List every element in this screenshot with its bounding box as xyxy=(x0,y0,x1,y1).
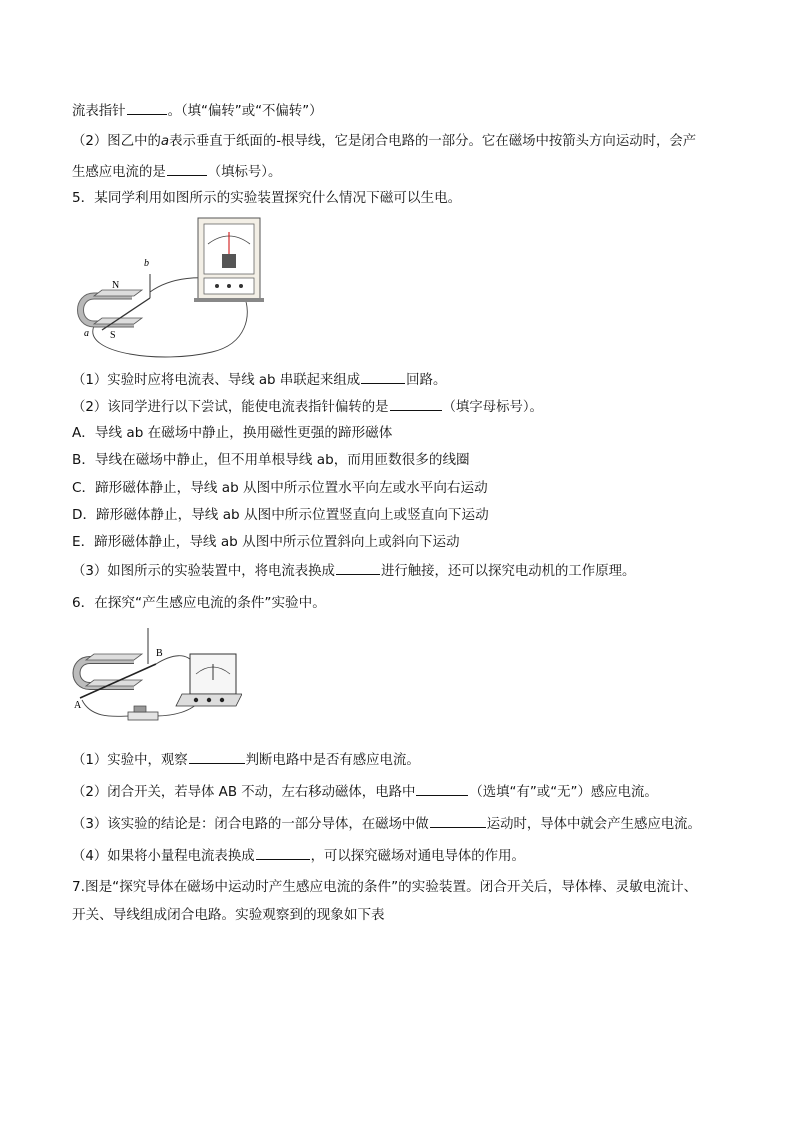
answer-blank[interactable] xyxy=(256,846,310,860)
question-6-stem: 6．在探究“产生感应电流的条件”实验中。 xyxy=(72,595,326,611)
option-c: C．蹄形磁体静止，导线 ab 从图中所示位置水平向左或水平向右运动 xyxy=(72,480,488,496)
option-d: D．蹄形磁体静止，导线 ab 从图中所示位置竖直向上或竖直向下运动 xyxy=(72,507,489,523)
q5-part-1: （1）实验时应将电流表、导线 ab 串联起来组成 回路。 xyxy=(72,370,446,390)
question-5-stem: 5．某同学利用如图所示的实验装置探究什么情况下磁可以生电。 xyxy=(72,190,462,206)
q6-part-4: （4）如果将小量程电流表换成 ，可以探究磁场对通电导体的作用。 xyxy=(72,846,525,866)
q6-part-1: （1）实验中，观察 判断电路中是否有感应电流。 xyxy=(72,750,420,770)
line-3: 生感应电流的是 （填标号）。 xyxy=(72,162,281,182)
answer-blank[interactable] xyxy=(127,101,167,115)
label-A: A xyxy=(74,700,82,711)
answer-blank[interactable] xyxy=(361,370,405,384)
answer-blank[interactable] xyxy=(390,397,442,411)
figure-induction-setup xyxy=(72,624,242,734)
label-b: b xyxy=(144,258,149,269)
answer-blank[interactable] xyxy=(430,814,486,828)
q5-part-2: （2）该同学进行以下尝试，能使电流表指针偏转的是 （填字母标号）。 xyxy=(72,397,543,417)
q6-part-3: （3）该实验的结论是：闭合电路的一部分导体，在磁场中做 运动时，导体中就会产生感应电流。 xyxy=(72,814,701,834)
ammeter-icon xyxy=(176,654,242,706)
q6-part-2: （2）闭合开关，若导体 AB 不动，左右移动磁体，电路中 （选填“有”或“无”）感应电流。 xyxy=(72,782,658,802)
galvanometer-icon xyxy=(194,218,264,302)
label-a: a xyxy=(84,328,89,339)
label-B: B xyxy=(156,648,163,659)
label-N: N xyxy=(112,280,120,291)
option-e: E．蹄形磁体静止，导线 ab 从图中所示位置斜向上或斜向下运动 xyxy=(72,534,460,550)
switch-icon xyxy=(128,706,158,720)
answer-blank[interactable] xyxy=(167,162,207,176)
q5-part-3: （3）如图所示的实验装置中，将电流表换成 进行触接，还可以探究电动机的工作原理。 xyxy=(72,561,635,581)
label-S: S xyxy=(110,330,116,341)
answer-blank[interactable] xyxy=(336,561,380,575)
option-a: A．导线 ab 在磁场中静止，换用磁性更强的蹄形磁体 xyxy=(72,425,393,441)
question-7-stem-line-2: 开关、导线组成闭合电路。实验观察到的现象如下表 xyxy=(72,907,385,923)
line-1: 流表指针 。（填“偏转”或“不偏转”） xyxy=(72,101,323,121)
line-2: （2）图乙中的a表示垂直于纸面的-根导线，它是闭合电路的一部分。它在磁场中按箭头方向运动时，会产 xyxy=(72,134,697,149)
answer-blank[interactable] xyxy=(189,750,245,764)
answer-blank[interactable] xyxy=(416,782,468,796)
question-7-stem-line-1: 7.图是“探究导体在磁场中运动时产生感应电流的条件”的实验装置。闭合开关后，导体棒、灵敏电流计、 xyxy=(72,879,698,895)
figure-galvanometer-setup xyxy=(72,214,272,359)
option-b: B．导线在磁场中静止，但不用单根导线 ab，而用匝数很多的线圈 xyxy=(72,452,470,468)
